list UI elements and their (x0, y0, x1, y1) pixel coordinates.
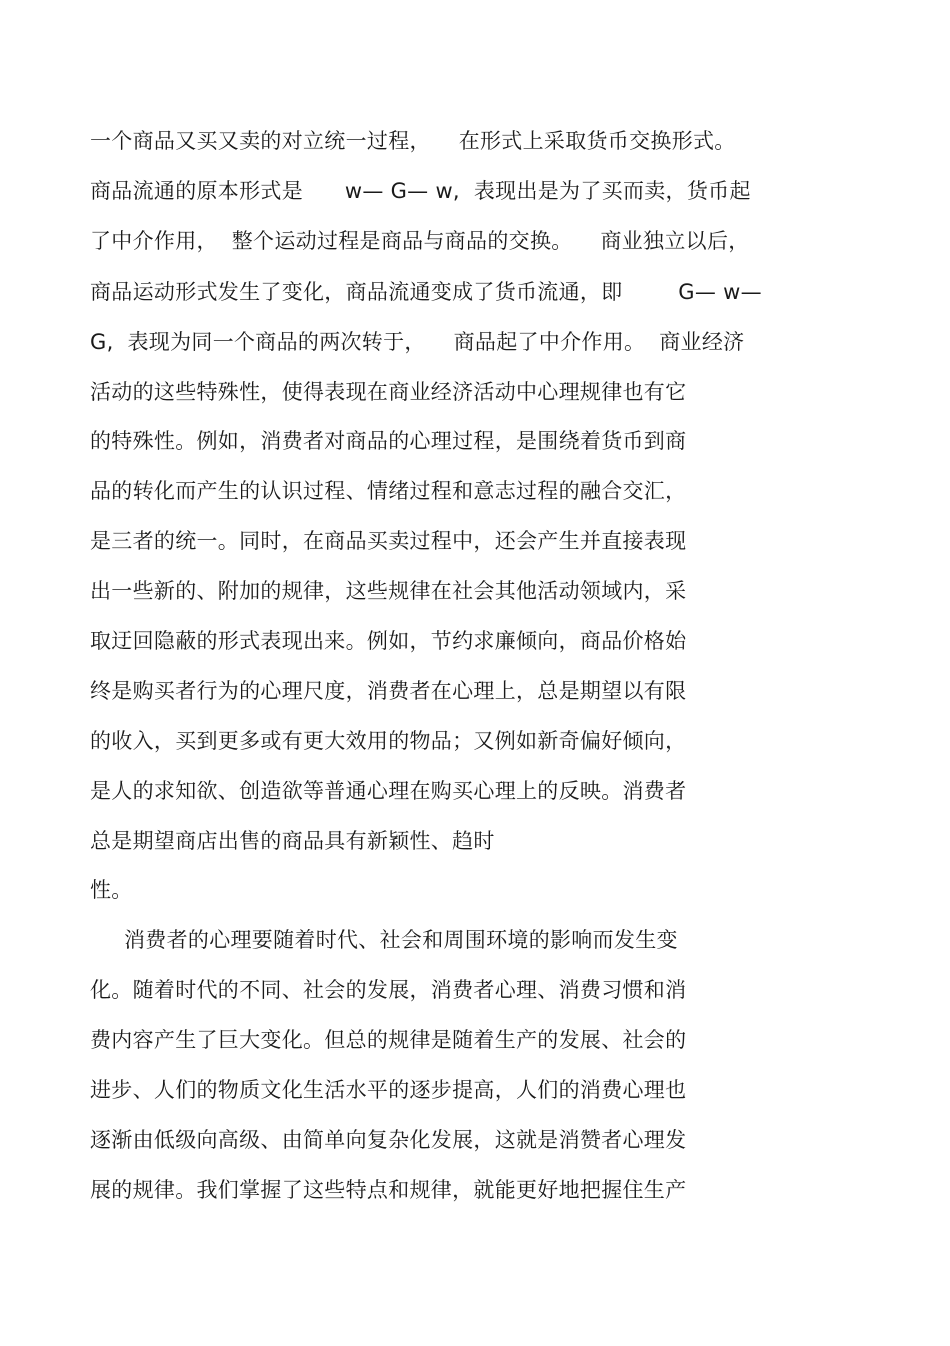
paragraph-first-line: 消费者的心理要随着时代、社会和周围环境的影响而发生变 (124, 928, 678, 952)
text-line: 费内容产生了巨大变化。但总的规律是随着生产的发展、社会的 (90, 1028, 687, 1052)
text-line: 进步、人们的物质文化生活水平的逐步提高，人们的消费心理也 (90, 1078, 687, 1102)
text-line: 的收入，买到更多或有更大效用的物品；又例如新奇偏好倾向， (90, 729, 687, 753)
text-line: 商品流通的原本形式是 w— G— w, 表现出是为了买而卖，货币起 (90, 179, 751, 203)
text-line: 逐渐由低级向高级、由简单向复杂化发展，这就是消赞者心理发 (90, 1128, 687, 1152)
text-line: 的特殊性。例如，消费者对商品的心理过程，是围绕着货币到商 (90, 429, 687, 453)
text-line: 展的规律。我们掌握了这些特点和规律，就能更好地把握住生产 (90, 1178, 687, 1202)
text-line: 终是购买者行为的心理尺度，消费者在心理上，总是期望以有限 (90, 679, 687, 703)
text-line: 商品运动形式发生了变化，商品流通变成了货币流通，即 G— w— (90, 280, 762, 304)
text-line: 了中介作用， 整个运动过程是商品与商品的交换。 商业独立以后， (90, 229, 750, 253)
text-line: 一个商品又买又卖的对立统一过程， 在形式上采取货币交换形式。 (90, 129, 736, 153)
text-line: G, 表现为同一个商品的两次转于， 商品起了中介作用。 商业经济 (90, 330, 745, 354)
text-line: 取迂回隐蔽的形式表现出来。例如，节约求廉倾向，商品价格始 (90, 629, 687, 653)
text-line: 化。随着时代的不同、社会的发展，消费者心理、消费习惯和消 (90, 978, 687, 1002)
text-line: 性。 (90, 878, 133, 902)
text-line: 出一些新的、附加的规律，这些规律在社会其他活动领域内，采 (90, 579, 687, 603)
text-line: 是人的求知欲、创造欲等普通心理在购买心理上的反映。消费者 (90, 779, 687, 803)
text-line: 活动的这些特殊性，使得表现在商业经济活动中心理规律也有它 (90, 380, 687, 404)
text-line: 总是期望商店出售的商品具有新颖性、趋时 (90, 829, 495, 853)
text-line: 是三者的统一。同时，在商品买卖过程中，还会产生并直接表现 (90, 529, 687, 553)
text-line: 品的转化而产生的认识过程、情绪过程和意志过程的融合交汇， (90, 479, 687, 503)
